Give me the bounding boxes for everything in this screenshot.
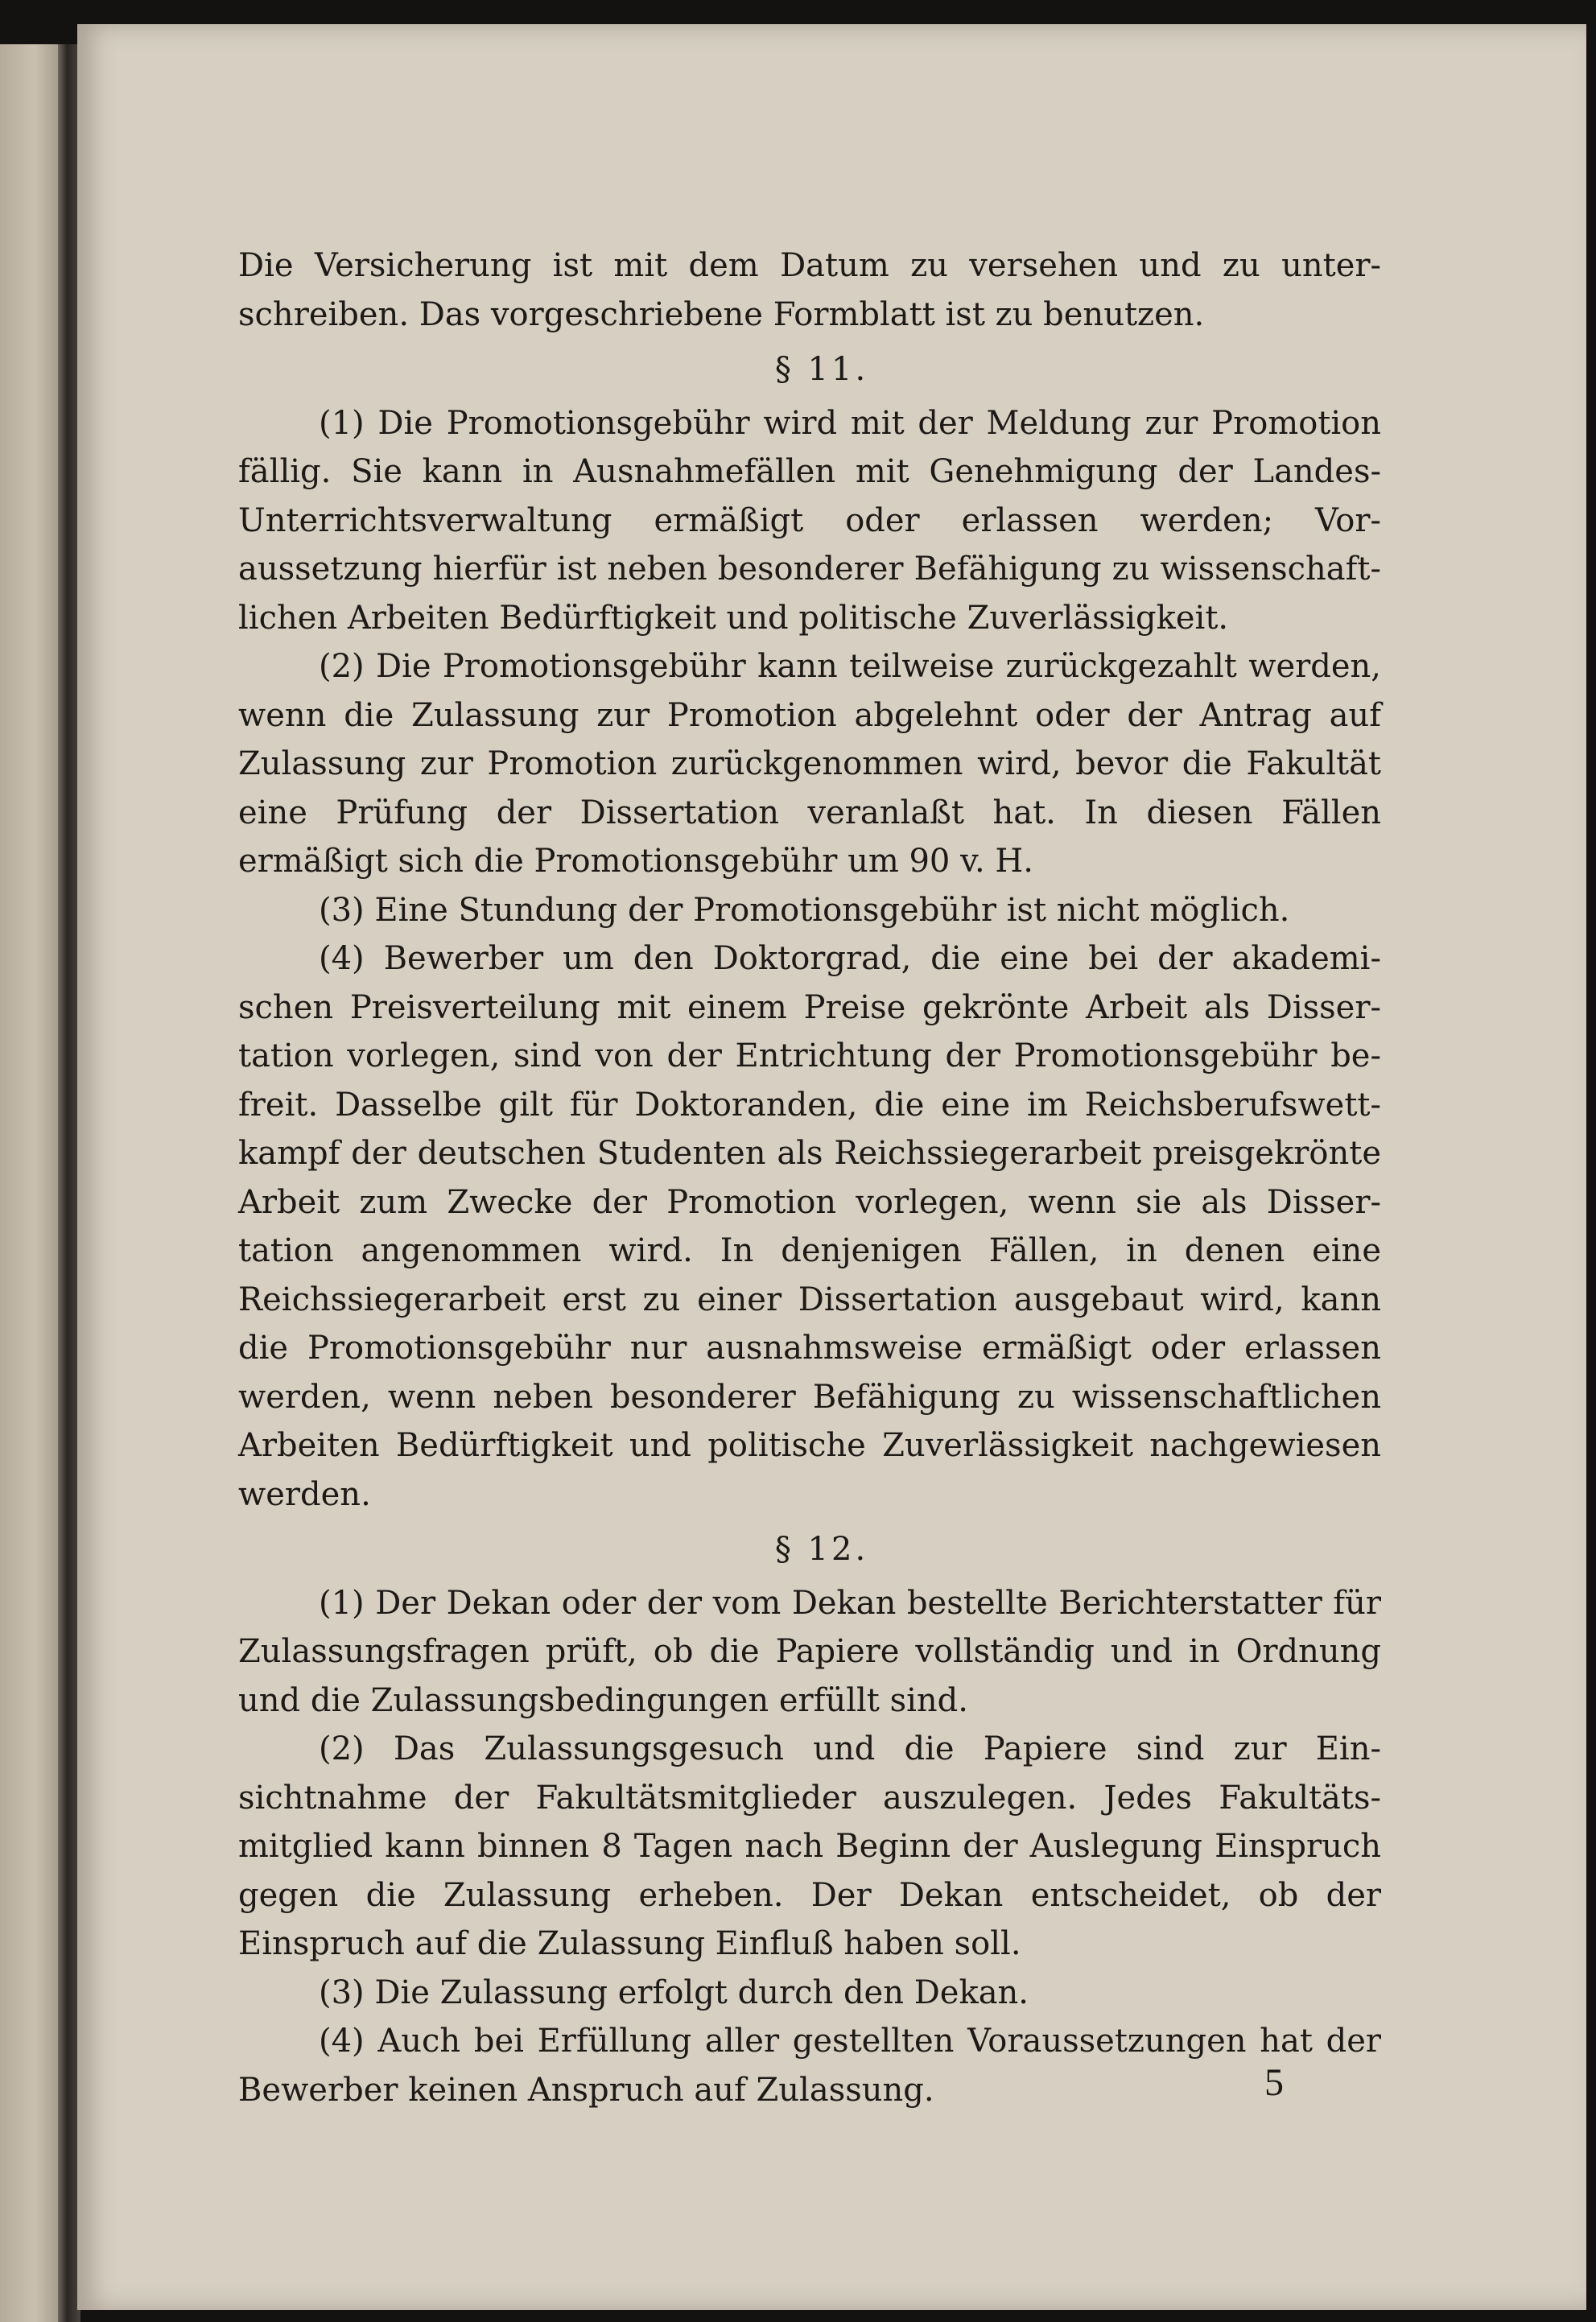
paragraph-12-3: (3) Die Zulassung erfolgt durch den Dekan. — [319, 1973, 1029, 2011]
paragraph-11-1: (1) Die Promotionsgebühr wird mit der Meldung zur Promotion fällig. Sie kann in Ausnahmefällen mit Genehmigung der Landes-Unterrichtsverwaltung ermäßigt oder erlassen werden; Voraussetzung hierfür ist neben besonderer Befähigung zu wissenschaftlichen Arbeiten Bedürftigkeit und politische Zuverlässigkeit. — [238, 404, 1381, 637]
section-heading-12: § 12. — [774, 1531, 869, 1568]
page-number: 5 — [1264, 2061, 1284, 2104]
book-page — [77, 24, 1586, 2310]
section-heading-11: § 11. — [774, 351, 869, 388]
paragraph-11-3: (3) Eine Stundung der Promotionsgebühr ist nicht möglich. — [319, 891, 1290, 929]
paragraph-11-4: (4) Bewerber um den Doktorgrad, die eine bei der akademischen Preisverteilung mit einem Preise gekrönte Arbeit als Dissertation vorlegen, sind von der Entrichtung der Promotionsgebühr befreit. Dasselbe gilt für Doktoranden, die eine im Reichsberufswettkampf der deutschen Studenten als Reichssiegerarbeit preisgekrönte Arbeit zum Zwecke der Promotion vorlegen, wenn sie als Dissertation angenommen wird. In denjenigen Fällen, in denen eine Reichssiegerarbeit erst zu einer Dissertation ausgebaut wird, kann die Promotionsgebühr nur ausnahmsweise ermäßigt oder erlassen werden, wenn neben besonderer Befähigung zu wissenschaftlichen Arbeiten Bedürftigkeit und politische Zuverlässigkeit nachgewiesen werden. — [238, 940, 1381, 1513]
paragraph-12-1: (1) Der Dekan oder der vom Dekan bestellte Berichterstatter für Zulassungsfragen prüft, ob die Papiere vollständig und in Ordnung und die Zulassungsbedingungen erfüllt sind. — [238, 1584, 1381, 1719]
page-body — [238, 241, 1381, 2114]
paragraph-12-2: (2) Das Zulassungsgesuch und die Papiere sind zur Einsichtnahme der Fakultätsmitglieder auszulegen. Jedes Fakultätsmitglied kann binnen 8 Tagen nach Beginn der Auslegung Einspruch gegen die Zulassung erheben. Der Dekan entscheidet, ob der Einspruch auf die Zulassung Einfluß haben soll. — [238, 1730, 1381, 1962]
facing-page-edge — [0, 44, 58, 2322]
paragraph-11-2: (2) Die Promotionsgebühr kann teilweise zurückgezahlt werden, wenn die Zulassung zur Promotion abgelehnt oder der Antrag auf Zulassung zur Promotion zurückgenommen wird, bevor die Fakultät eine Prüfung der Dissertation veranlaßt hat. In diesen Fällen ermäßigt sich die Promotionsgebühr um 90 v. H. — [238, 648, 1381, 880]
paragraph-12-4: (4) Auch bei Erfüllung aller gestellten Voraussetzungen hat der Bewerber keinen Anspruch auf Zulassung. — [238, 2023, 1381, 2109]
paragraph-versicherung: Die Versicherung ist mit dem Datum zu versehen und zu unterschreiben. Das vorgeschriebene Formblatt ist zu benutzen. — [238, 247, 1381, 333]
